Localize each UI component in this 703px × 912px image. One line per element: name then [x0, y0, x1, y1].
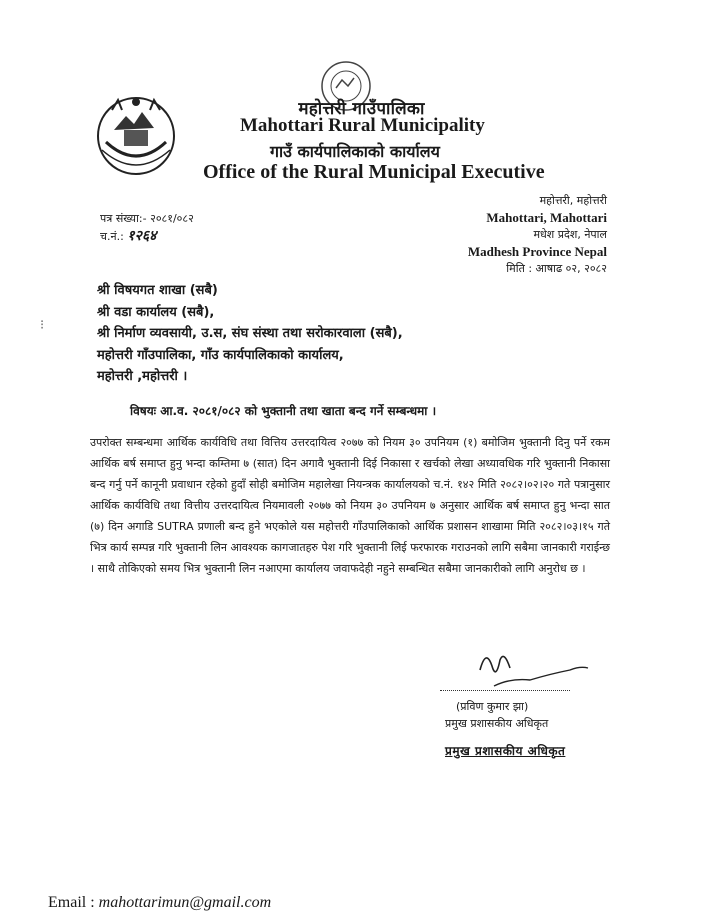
signatory-name: (प्रविण कुमार झा) — [456, 700, 529, 713]
letterhead-office-en: Office of the Rural Municipal Executive — [203, 161, 545, 183]
letterhead-name-en: Mahottari Rural Municipality — [240, 115, 485, 136]
chalani-value: १२६४ — [127, 229, 157, 244]
footer-email[interactable]: mahottarimun@gmail.com — [98, 894, 272, 911]
address-line2-np: मधेश प्रदेश, नेपाल — [533, 228, 607, 241]
recipient-line: श्री निर्माण व्यवसायी, उ.स, संघ संस्था तथा सरोकारवाला (सबै), — [97, 326, 403, 341]
body-paragraph: उपरोक्त सम्बन्धमा आर्थिक कार्यविधि तथा वित्तिय उत्तरदायित्व २०७७ को नियम ३० उपनियम (१) बमोजिम भुक्तानी दिनु पर्ने रकम आर्थिक बर्ष समाप्त हुनु भन्दा कम्तिमा ७ (सात) दिन अगावै भुक्तानी दिई निकासा र खर्चको लेखा अध्यावधिक गरि भुक्तानी निकासा बन्द गर्नु पर्ने कानूनी प्रवाधान रहेको हुदाँ सोही बमोजिम महालेखा नियन्त्रक कार्यालयको च.नं. १४२ मिति २०८२।०२।२० गते पत्रानुसार आर्थिक कार्यविधि तथा वित्तीय उत्तरदायित्व नियमावली २०७७ को नियम ३० उपनियम ७ अनुसार आर्थिक बर्ष समाप्त हुनु भन्दा सात (७) दिन अगाडि SUTRA प्रणाली बन्द हुने भएकोले यस महोत्तरी गाँउपालिकाको आर्थिक प्रशासन शाखामा मिति २०८२।०३।१५ गते भित्र कार्य सम्पन्न गरि भुक्तानी लिन आवश्यक कागजातहरु पेश गरि भुक्तानी लिई फरफारक गराउनको लागि सबैमा जानकारी गराईन्छ । साथै तोकिएको समय भित्र भुक्तानी लिन नआएमा कार्यालय जवाफदेही नहुने सम्बन्धित सबैमा जानकारीको लागि अनुरोध छ । — [90, 436, 610, 575]
footer-email-label: Email : — [48, 894, 95, 911]
address-line2-en: Madhesh Province Nepal — [467, 244, 607, 259]
letter-body — [90, 432, 610, 579]
letterhead-name-np: महोत्तरी गाउँपालिका — [298, 99, 425, 119]
address-line1-en: Mahottari, Mahottari — [486, 210, 607, 225]
margin-mark-icon: ⁝ — [40, 318, 45, 333]
recipient-line: महोत्तरी गाँउपालिका, गाँउ कार्यपालिकाको कार्यालय, — [97, 347, 344, 363]
letter-date: मिति : आषाढ ०२, २०८२ — [506, 262, 607, 275]
designation-stamp: प्रमुख प्रशासकीय अधिकृत — [445, 744, 566, 758]
letter-subject: विषयः आ.व. २०८१/०८२ को भुक्तानी तथा खाता बन्द गर्ने सम्बन्धमा । — [130, 404, 437, 418]
recipient-line: श्री विषयगत शाखा (सबै) — [97, 283, 218, 298]
recipients-list — [97, 280, 403, 388]
reference-block — [100, 210, 194, 246]
recipient-line: श्री वडा कार्यालय (सबै), — [97, 304, 215, 320]
address-line1-np: महोत्तरी, महोत्तरी — [539, 194, 607, 207]
letterhead-office-np: गाउँ कार्यपालिकाको कार्यालय — [270, 142, 440, 161]
patra-value: २०८१/०८२ — [150, 212, 194, 225]
handwritten-signature — [440, 640, 600, 700]
office-address — [468, 192, 607, 277]
footer — [48, 894, 271, 912]
patra-label: पत्र संख्या:- — [100, 212, 147, 225]
chalani-label: च.नं.: — [100, 230, 124, 243]
signatory-title: प्रमुख प्रशासकीय अधिकृत — [445, 717, 549, 730]
recipient-line: महोत्तरी ,महोत्तरी । — [97, 369, 188, 384]
signature-line — [440, 690, 570, 691]
